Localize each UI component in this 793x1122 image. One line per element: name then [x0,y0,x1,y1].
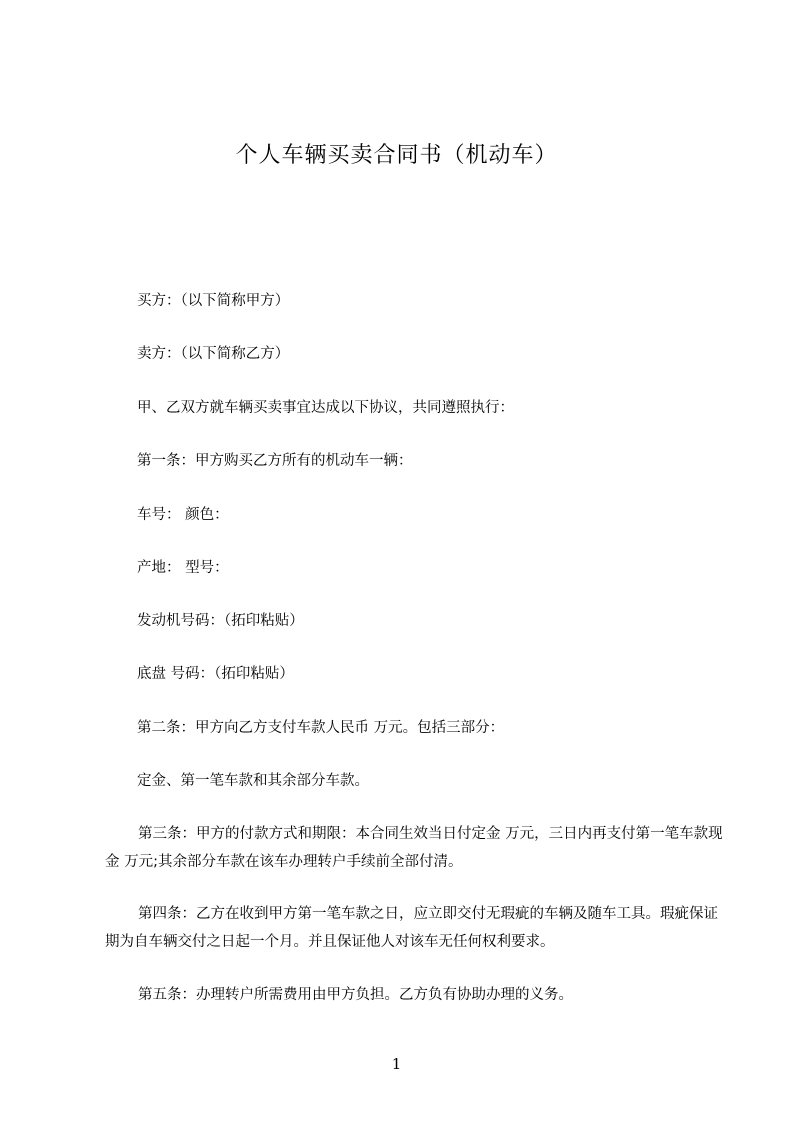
agreement-intro: 甲、乙双方就车辆买卖事宜达成以下协议，共同遵照执行： [137,400,514,416]
article-one: 第一条：甲方购买乙方所有的机动车一辆： [137,453,413,469]
seller-line: 卖方：（以下简称乙方） [137,346,290,362]
article-two: 第二条：甲方向乙方支付车款人民币 万元。包括三部分： [137,720,505,736]
article-three: 第三条：甲方的付款方式和期限：本合同生效当日付定金 万元，三日内再支付第一笔车款现金 万元;其余部分车款在该车办理转户手续前全部付清。 [105,826,723,870]
origin-model-line: 产地： 型号： [137,560,229,576]
page-number: 1 [391,1055,402,1073]
plate-color-line: 车号： 颜色： [137,507,229,523]
contract-title: 个人车辆买卖合同书（机动车） [235,143,558,168]
payment-parts-line: 定金、第一笔车款和其余部分车款。 [137,773,369,789]
chassis-number-line: 底盘 号码：（拓印粘贴） [137,666,294,682]
buyer-line: 买方：（以下简称甲方） [137,293,290,309]
engine-number-line: 发动机号码：（拓印粘贴） [137,613,304,629]
article-five: 第五条：办理转户所需费用由甲方负担。乙方负有协助办理的义务。 [138,987,573,1003]
article-four: 第四条：乙方在收到甲方第一笔车款之日，应立即交付无瑕疵的车辆及随车工具。瑕疵保证期为自车辆交付之日起一个月。并且保证他人对该车无任何权利要求。 [105,906,718,950]
